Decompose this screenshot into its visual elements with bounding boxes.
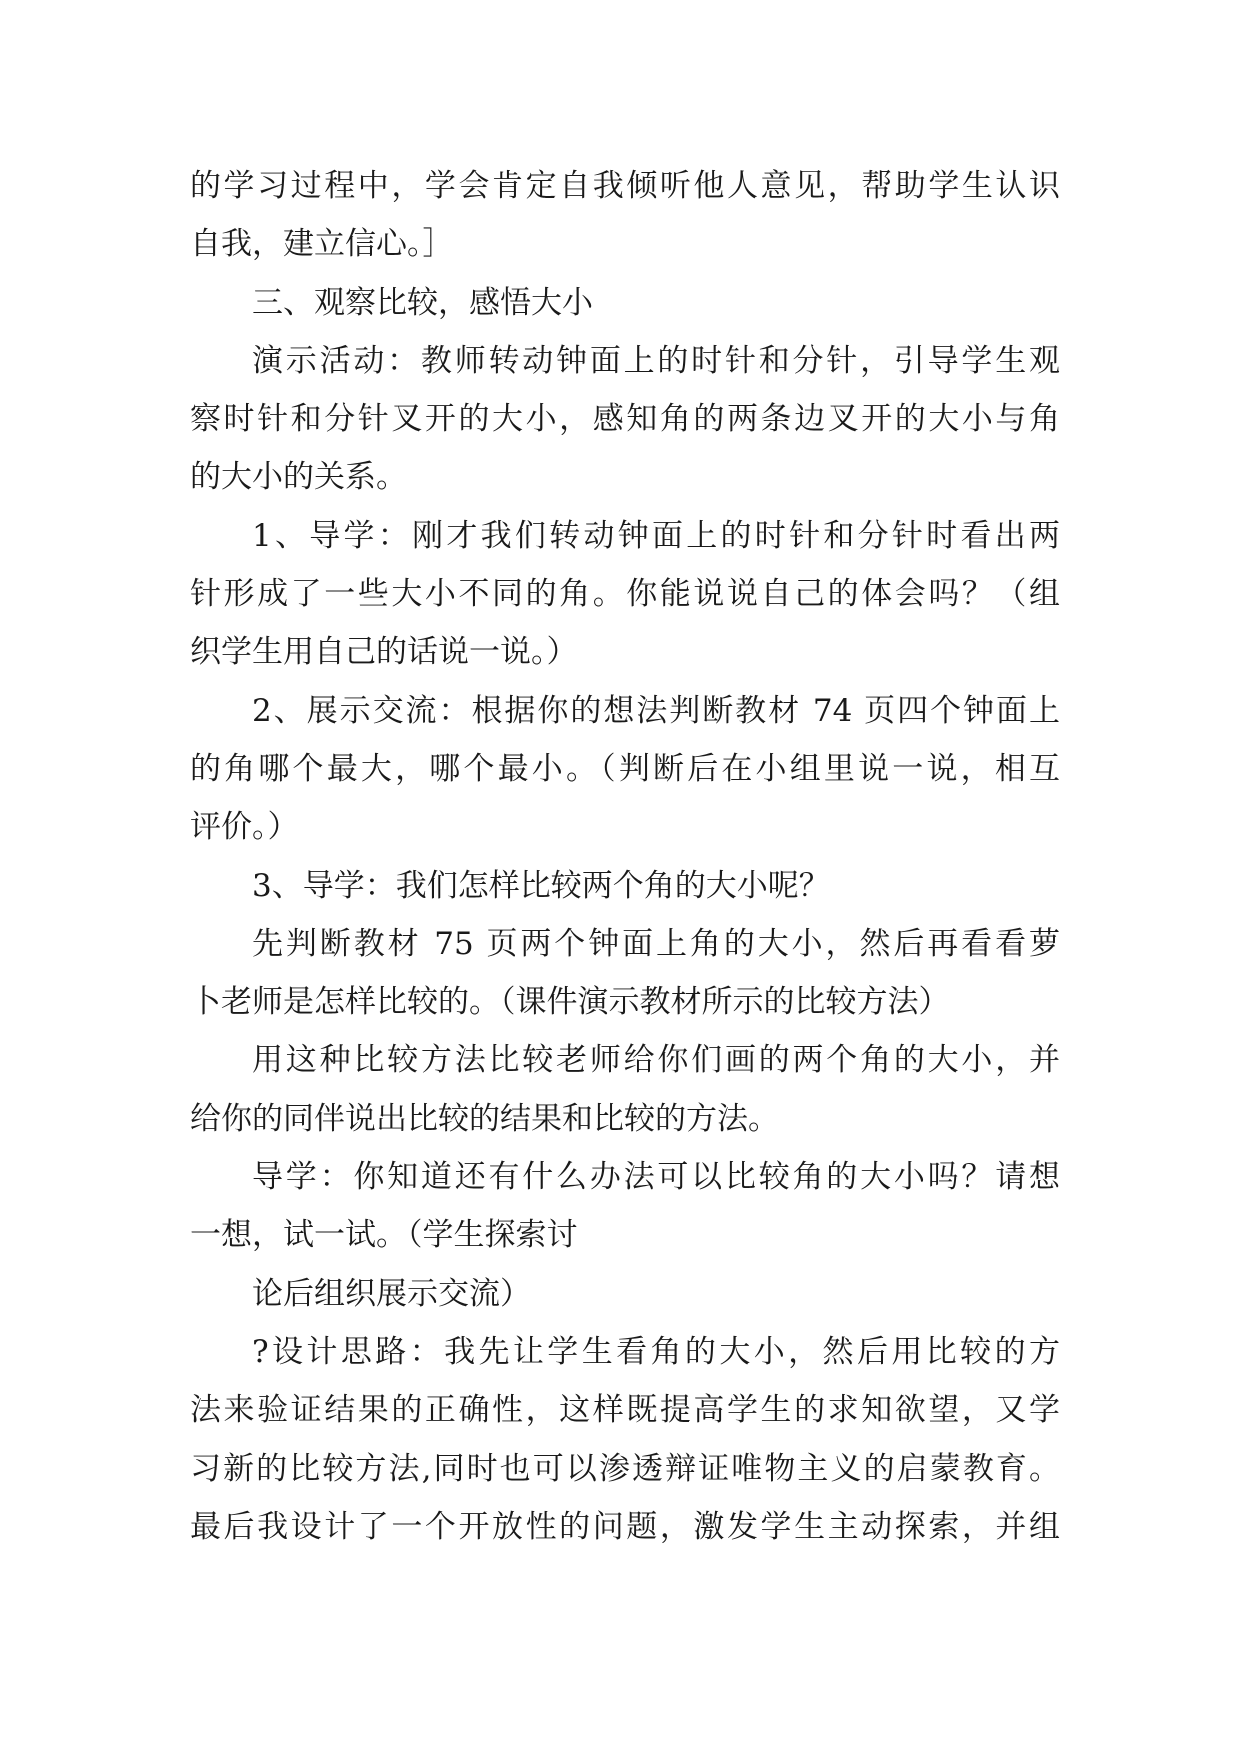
paragraph-line: 法来验证结果的正确性，这样既提高学生的求知欲望，又学 [190,1392,1060,1429]
paragraph-line: 一想，试一试。（学生探索讨 [190,1217,578,1254]
paragraph-line: 习新的比较方法,同时也可以渗透辩证唯物主义的启蒙教育。 [190,1450,1060,1487]
paragraph-line: 先判断教材 75 页两个钟面上角的大小，然后再看看萝 [252,925,1060,962]
paragraph-line: 的大小的关系。 [190,459,407,496]
paragraph-line: 织学生用自己的话说一说。） [190,634,578,671]
paragraph-line: 的学习过程中，学会肯定自我倾听他人意见，帮助学生认识 [190,168,1060,204]
paragraph-line: 察时针和分针叉开的大小，感知角的两条边叉开的大小与角 [190,401,1060,438]
paragraph-line: 卜老师是怎样比较的。（课件演示教材所示的比较方法） [190,984,950,1021]
paragraph-line: 针形成了一些大小不同的角。你能说说自己的体会吗？（组 [190,576,1060,613]
paragraph-line: 演示活动：教师转动钟面上的时针和分针，引导学生观 [252,342,1060,379]
paragraph-line: ?设计思路：我先让学生看角的大小，然后用比较的方 [252,1333,1060,1370]
paragraph-line: 导学：你知道还有什么办法可以比较角的大小吗？请想 [252,1159,1060,1196]
paragraph-line: 给你的同伴说出比较的结果和比较的方法。 [190,1100,779,1137]
paragraph-line: 3、导学：我们怎样比较两个角的大小呢？ [252,867,830,904]
paragraph-line: 论后组织展示交流） [252,1275,531,1312]
paragraph-line: 评价。） [190,809,299,846]
paragraph-line: 自我，建立信心。］ [190,226,454,263]
section-heading: 三、观察比较，感悟大小 [252,284,593,321]
paragraph-line: 的角哪个最大，哪个最小。（判断后在小组里说一说，相互 [190,750,1060,787]
document-body [190,157,1060,1556]
paragraph-line: 最后我设计了一个开放性的问题，激发学生主动探索，并组 [190,1508,1060,1545]
paragraph-line: 1、导学：刚才我们转动钟面上的时针和分针时看出两 [252,517,1060,554]
paragraph-line: 用这种比较方法比较老师给你们画的两个角的大小，并 [252,1042,1060,1079]
paragraph-line: 2、展示交流：根据你的想法判断教材 74 页四个钟面上 [252,692,1060,729]
